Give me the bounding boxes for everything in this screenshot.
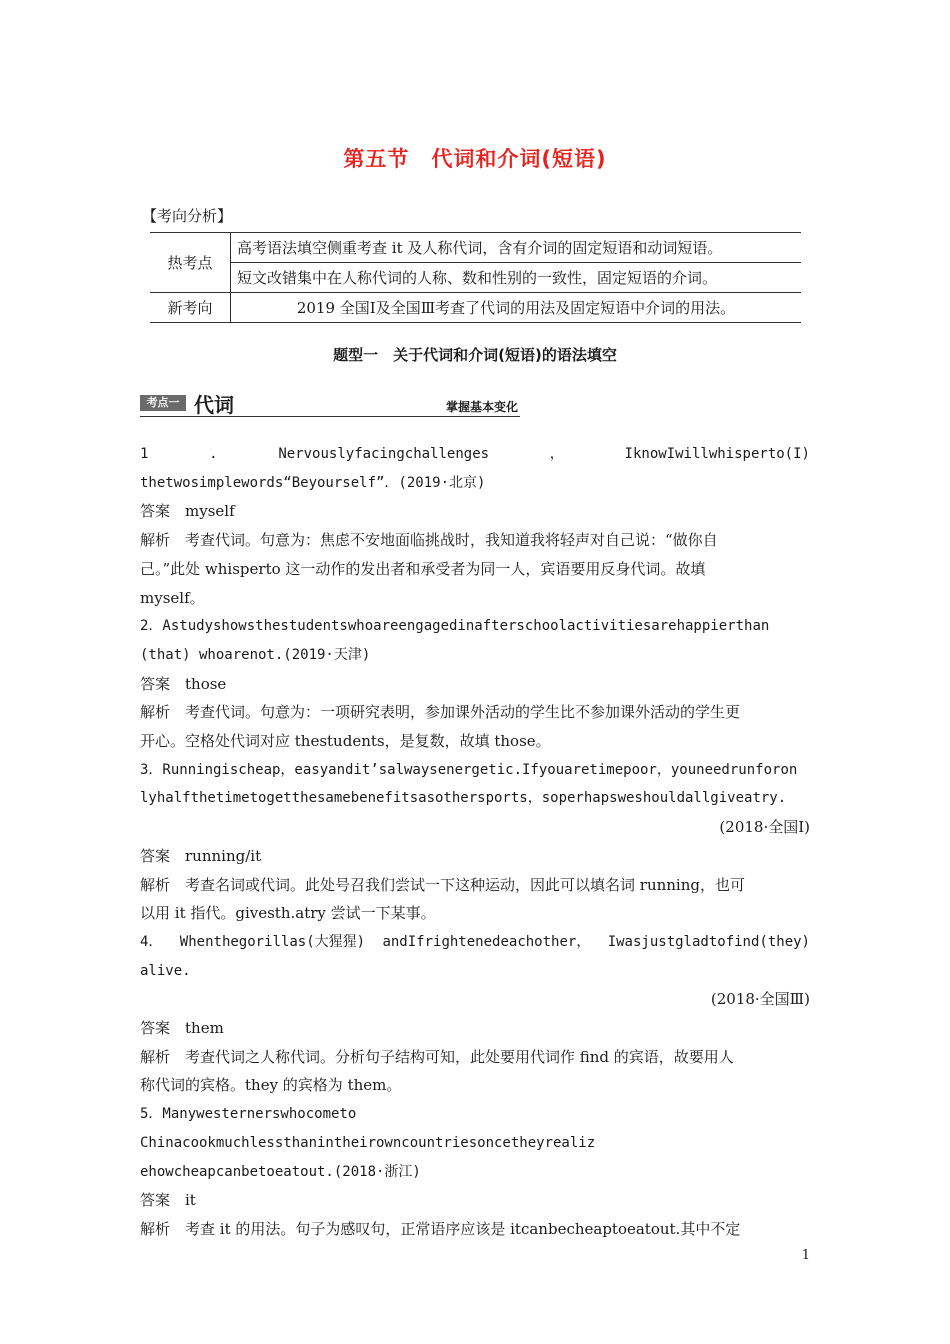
q4-number: 4． (140, 933, 163, 950)
q4-answer: 答案 them (140, 1019, 224, 1038)
q4-part-a: Whenthegorillas(大猩猩) (179, 933, 366, 950)
q1-part-a: Nervouslyfacingchallenges (278, 446, 490, 462)
q4-part-b: andIfrightenedeachother， (382, 933, 591, 950)
q2-explain-1: 解析 考查代词。句意为：一项研究表明，参加课外活动的学生比不参加课外活动的学生更 (140, 703, 741, 722)
kaodian-subtitle: 掌握基本变化 (445, 400, 518, 414)
new-point-1: 2019 全国Ⅰ及全国Ⅲ考查了代词的用法及固定短语中介词的用法。 (231, 293, 802, 323)
type-heading: 题型一 关于代词和介词(短语)的语法填空 (333, 346, 617, 364)
hot-point-1: 高考语法填空侧重考查 it 及人称代词，含有介词的固定短语和动词短语。 (231, 233, 802, 263)
q3-line1: 3．Runningischeap，easyandit’salwaysenergetic.Ifyouaretimepoor，youneedrunforon (140, 761, 798, 778)
q3-line2: lyhalfthetimetogetthesamebenefitsasothersports，soperhapsweshouldallgiveatry. (140, 790, 787, 807)
q3-explain-2: 以用 it 指代。givesth.atry 尝试一下某事。 (140, 904, 436, 923)
q2-answer: 答案 those (140, 674, 227, 693)
table-row (150, 263, 801, 293)
q4-line1 (140, 928, 810, 957)
q2-line1: 2．Astudyshowsthestudentswhoareengagedinafterschoolactivitiesarehappierthan (140, 618, 770, 635)
q1-dot: . (209, 446, 218, 462)
q1-explain-1: 解析 考查代词。句意为：焦虑不安地面临挑战时，我知道我将轻声对自己说：“做你自 (140, 531, 718, 550)
q3-explain-1: 解析 考查名词或代词。此处号召我们尝试一下这种运动，因此可以填名词 running，也可 (140, 875, 745, 894)
page-title: 第五节 代词和介词(短语) (343, 147, 607, 171)
q1-answer: 答案 myself (140, 502, 235, 521)
q1-number: 1 (140, 446, 149, 462)
q4-line2: alive. (140, 962, 191, 979)
q5-answer: 答案 it (140, 1191, 196, 1210)
q2-explain-2: 开心。空格处代词对应 thestudents，是复数，故填 those。 (140, 732, 551, 751)
table-row (150, 293, 801, 323)
q5-line1: 5．Manywesternerswhocometo Chinacookmuchlessthanintheirowncountriesoncetheyrealiz (140, 1106, 596, 1151)
q3-source: (2018·全国Ⅰ) (719, 818, 810, 837)
page-number: 1 (801, 1248, 810, 1263)
table-row (150, 233, 801, 263)
kaodian-name: 代词 (194, 393, 234, 417)
q1-explain-3: myself。 (140, 588, 205, 607)
kaodian-badge: 考点一 (140, 395, 186, 411)
new-label: 新考向 (150, 293, 231, 323)
q1-explain-2: 己。”此处 whisperto 这一动作的发出者和承受者为同一人，宾语要用反身代词。故填 (140, 559, 706, 578)
q4-source: (2018·全国Ⅲ) (710, 990, 810, 1009)
q4-explain-2: 称代词的宾格。they 的宾格为 them。 (140, 1076, 402, 1095)
q4-explain-1: 解析 考查代词之人称代词。分析句子结构可知，此处要用代词作 find 的宾语，故要用人 (140, 1047, 734, 1066)
q1-line2: thetwosimplewords“Beyourself”．(2019·北京) (140, 474, 486, 491)
q5-explain-1: 解析 考查 it 的用法。句子为感叹句，正常语序应该是 itcanbecheaptoeatout.其中不定 (140, 1219, 741, 1238)
analysis-table (150, 232, 801, 323)
kaodian-header (140, 390, 520, 417)
hot-point-2: 短文改错集中在人称代词的人称、数和性别的一致性，固定短语的介词。 (231, 263, 802, 293)
q1-line1 (140, 440, 810, 469)
q1-part-b: IknowIwillwhisperto(I) (624, 446, 810, 462)
questions (140, 440, 810, 1244)
q1-comma: ， (549, 446, 564, 462)
q2-line2: (that) whoarenot.(2019·天津) (140, 646, 371, 663)
q5-line2: ehowcheapcanbetoeatout.(2018·浙江) (140, 1163, 421, 1180)
q4-part-c: Iwasjustgladtofind(they) (607, 933, 810, 950)
analysis-label: 【考向分析】 (142, 207, 233, 225)
hot-label: 热考点 (150, 233, 231, 293)
q3-answer: 答案 running/it (140, 846, 262, 865)
